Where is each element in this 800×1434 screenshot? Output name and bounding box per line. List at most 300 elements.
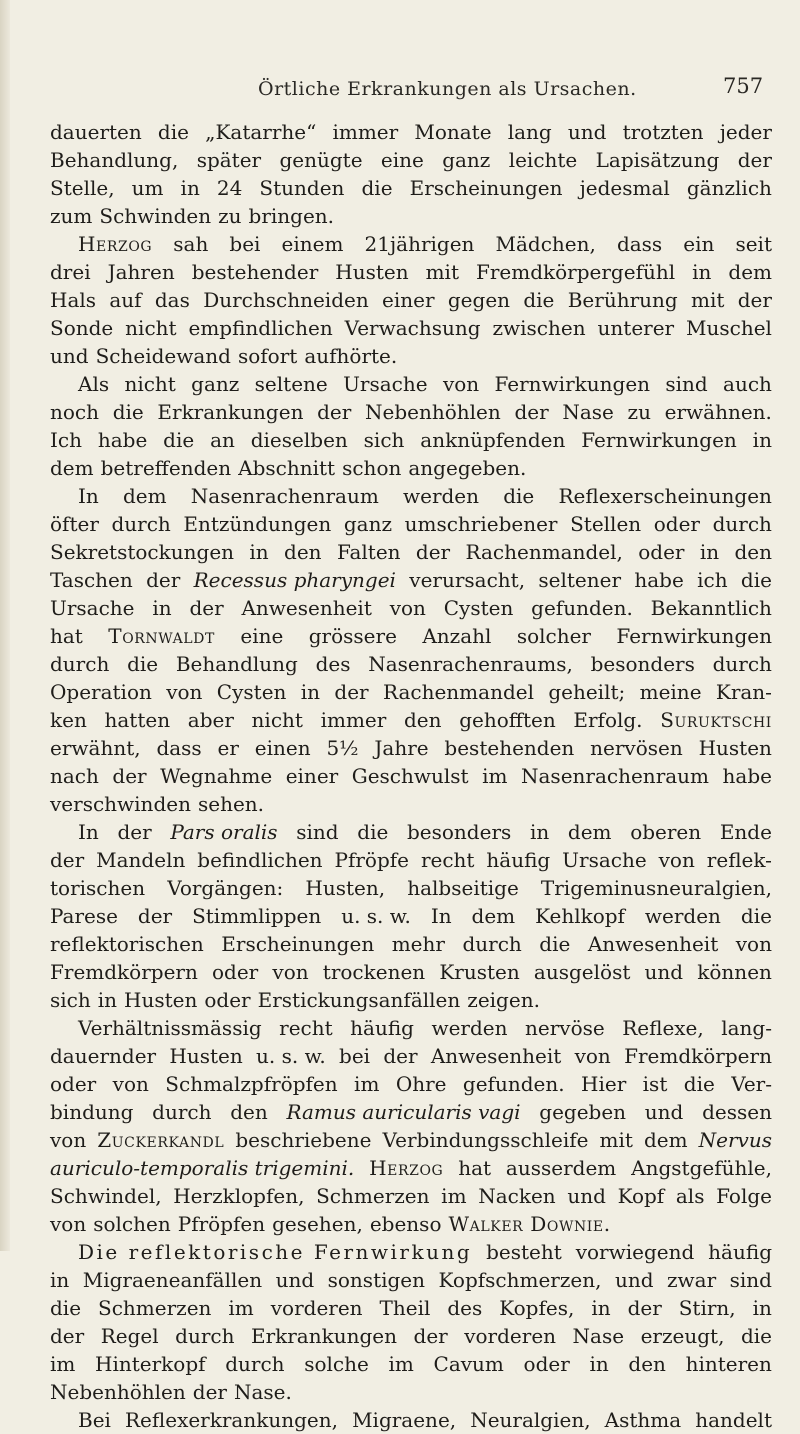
text-line [50,1294,772,1322]
word: oder [653,512,700,536]
word: von [112,1072,149,1096]
word: durch [225,1352,285,1376]
word: grössere [308,624,397,648]
page-edge-shadow [0,0,10,1251]
word: dem [728,260,772,284]
word: Erscheinungen [409,176,563,200]
word: werden [644,904,721,928]
word: vorderen [270,1296,363,1320]
word: dass [616,232,663,256]
word: Suruktschi [660,708,772,732]
word: Berührung [567,288,678,312]
word: die [740,1324,772,1348]
word: sonstigen [327,1268,426,1292]
word: Ich [50,428,82,452]
word: Erscheinungen [221,932,375,956]
word: solchen [93,1212,171,1236]
word: in [752,1296,772,1320]
word: nervöse [525,1016,605,1040]
word: aufhörte. [304,344,398,368]
text-line [50,454,772,482]
word: Fremdkörpern [50,960,198,984]
text-line [50,398,772,426]
word: bestehender [191,260,319,284]
word: der [189,596,224,620]
word: immer [320,708,387,732]
word: Stunden [259,176,345,200]
word: Anzahl [422,624,492,648]
text-line [50,1238,772,1266]
word: die [112,400,144,424]
word: Herzklopfen, [173,1184,305,1208]
text-line [50,706,772,734]
word: im [441,1184,467,1208]
word: habe [97,428,148,452]
word: dessen [702,1100,772,1124]
word: an [210,428,235,452]
text-line [50,594,772,622]
word: durch [111,512,171,536]
word: der [627,1296,662,1320]
word: solcher [516,624,591,648]
text-line [50,1378,772,1406]
text-line [50,1350,772,1378]
word: Jahre [374,736,429,760]
word: Cysten [216,680,287,704]
word: auch [723,372,772,396]
word: Bekanntlich [650,596,772,620]
word: in [50,1268,70,1292]
word: 24 [216,176,243,200]
word: in [589,1352,609,1376]
running-head: Örtliche Erkrankungen als Ursachen. [258,78,637,100]
text-line [50,762,772,790]
word: zwischen [492,316,586,340]
word: Kopfes, [499,1296,575,1320]
word: und [644,960,684,984]
word: Die reflektorische Fernwirkung [78,1240,473,1264]
word: bindung [50,1100,134,1124]
word: Pfröpfe [334,848,409,872]
word: Trigeminusneuralgien, [540,876,772,900]
word: und [567,120,607,144]
word: Nasenrachenraum [190,484,379,508]
word: einer [382,288,435,312]
word: er [217,736,239,760]
word: oberen [630,820,702,844]
word: durch [152,1100,212,1124]
word: bei [339,1044,371,1068]
word: in [249,540,269,564]
word: der [50,1324,85,1348]
word: Ursache [343,372,428,396]
word: Schwinden [99,204,212,228]
word: Vorgängen: [167,876,284,900]
word: empfindlichen [188,316,333,340]
word: Nasenrachenraums, [368,652,573,676]
word: Jahren [107,260,175,284]
word: Stirn, [678,1296,736,1320]
text-line [50,846,772,874]
word: zum [50,204,93,228]
word: besteht [486,1240,562,1264]
text-line [50,650,772,678]
word: Taschen [50,568,133,592]
text-line [50,678,772,706]
word: nicht [125,316,177,340]
word: das [154,288,190,312]
word: Scheidewand [95,344,231,368]
word: angegeben. [408,456,527,480]
word: Zuckerkandl [97,1128,225,1152]
word: Hinterkopf [95,1352,206,1376]
word: Als [78,372,110,396]
word: trockenen [322,960,426,984]
word: in [180,176,200,200]
word: ausserdem [505,1156,617,1180]
word: oder [638,540,685,564]
word: Fernwirkungen [581,428,737,452]
word: Rachenmandel [382,680,534,704]
word: reflektorischen [50,932,204,956]
word: dem [471,904,516,928]
text-line [50,370,772,398]
word: Herzog [78,232,153,256]
word: eine [240,624,284,648]
word: beschriebene [235,1128,372,1152]
word: unterer [597,316,675,340]
word: mehr [391,932,445,956]
word: gänzlich [686,176,772,200]
word: und [614,1268,654,1292]
word: häufig [350,1016,414,1040]
word: recht [279,1016,333,1040]
word: sind [729,1268,772,1292]
word: der [50,848,85,872]
word: von [272,960,309,984]
text-line [50,1014,772,1042]
word: gegeben [539,1100,627,1124]
word: Husten [335,260,409,284]
word: die [539,932,571,956]
word: verursacht, [409,568,526,592]
word: „Katarrhe“ [205,120,317,144]
word: Kran- [715,680,772,704]
word: dem [567,820,612,844]
word: besonders [406,820,512,844]
word: seit [735,232,772,256]
word: häufig [708,1240,772,1264]
word: sind [665,372,708,396]
word: genügte [279,148,363,172]
word: meine [639,680,702,704]
word: die [740,904,772,928]
text-line [50,1126,772,1154]
word: ein [683,232,715,256]
text-line [50,202,772,230]
word: einer [285,764,339,788]
word: recht [420,848,475,872]
word: Recessus pharyngei [193,568,396,592]
word: Husten, [305,876,386,900]
text-line [50,734,772,762]
word: im [482,764,508,788]
word: Wegnahme [160,764,273,788]
word: als [675,1184,705,1208]
word: torischen [50,876,146,900]
word: Anwesenheit [241,596,372,620]
word: Parese [50,904,118,928]
word: Operation [50,680,152,704]
word: die [163,428,195,452]
word: sehen. [197,792,265,816]
word: erzeugt, [640,1324,725,1348]
word: dauernder [50,1044,157,1068]
word: nach [50,764,99,788]
word: dem [50,456,94,480]
word: werden [402,484,480,508]
word: bringen. [248,204,335,228]
word: häufig [486,848,551,872]
word: oder [212,960,259,984]
word: der [383,1044,418,1068]
word: erwähnt, [50,736,141,760]
word: gegen [447,288,511,312]
word: des [315,652,351,676]
word: Ramus auricularis vagi [286,1100,521,1124]
word: von [735,932,772,956]
word: Folge [716,1184,772,1208]
word: habe [722,764,772,788]
word: Muschel [686,316,772,340]
word: u. s. w. [341,904,411,928]
word: hat [50,624,83,648]
word: Stelle, [50,176,115,200]
word: werden [431,1016,508,1040]
word: hatten [104,708,171,732]
word: auf [109,288,142,312]
word: Bei [78,1408,111,1432]
text-line [50,874,772,902]
word: Hier [581,1072,627,1096]
word: gesehen, [272,1212,363,1236]
word: immer [332,120,399,144]
word: eine [380,148,424,172]
text-line [50,1070,772,1098]
word: Sonde [50,316,114,340]
word: Nase [572,1324,625,1348]
word: hat [458,1156,492,1180]
word: 21jährigen [364,232,475,256]
word: Hals [50,288,97,312]
word: Fremdkörpergefühl [475,260,676,284]
word: Nacken [478,1184,556,1208]
word: drei [50,260,91,284]
word: seltener [538,568,622,592]
word: Husten [124,988,198,1012]
word: halbseitige [407,876,519,900]
word: schon [342,456,402,480]
word: im [354,1072,380,1096]
word: Kopfschmerzen, [438,1268,602,1292]
word: Cysten [443,596,514,620]
word: die [503,484,535,508]
word: Ursache [562,848,647,872]
word: bei [229,232,261,256]
word: Anwesenheit [430,1044,562,1068]
word: nicht [124,372,176,396]
word: der [317,400,352,424]
word: Reflexe, [622,1016,704,1040]
text-line [50,1322,772,1350]
word: Anwesenheit [587,932,719,956]
word: der [137,904,173,928]
word: Verbindungsschleife [382,1128,589,1152]
word: in [300,680,321,704]
word: dass [156,736,202,760]
word: Kopf [617,1184,665,1208]
word: Walker Downie. [448,1212,611,1236]
word: Migraene, [352,1408,457,1432]
word: Lapisätzung [595,148,720,172]
word: in [97,988,118,1012]
word: anknüpfenden [420,428,566,452]
word: in [692,260,712,284]
text-line [50,902,772,930]
word: die [127,652,159,676]
word: Nase [562,400,614,424]
text-line [50,118,772,146]
word: handelt [695,1408,772,1432]
word: ken [50,708,87,732]
text-line [50,1266,772,1294]
word: Erkrankungen [157,400,304,424]
word: In [430,904,452,928]
word: in [529,820,550,844]
word: Schmerzen [316,1184,430,1208]
word: sich [50,988,91,1012]
word: verschwinden [50,792,191,816]
word: Stimmlippen [192,904,322,928]
word: der [413,1324,448,1348]
word: Nasenrachenraum [521,764,710,788]
word: Cavum [433,1352,504,1376]
word: der [334,680,369,704]
text-line [50,510,772,538]
text-line [50,482,772,510]
word: mit [691,288,725,312]
word: Nebenhöhlen [365,400,501,424]
word: den [628,1352,666,1376]
word: und [644,1100,684,1124]
word: im [388,1352,414,1376]
word: sich [363,428,405,452]
word: von [574,1044,611,1068]
word: einen [254,736,311,760]
word: Fremdkörpern [624,1044,772,1068]
word: die [357,820,389,844]
word: die [523,288,555,312]
word: Ende [719,820,772,844]
word: Schwindel, [50,1184,162,1208]
word: Ohre [395,1072,447,1096]
word: durch [712,512,772,536]
word: der [112,764,147,788]
text-line [50,930,772,958]
word: trotzten [622,120,704,144]
word: gehofften [459,708,556,732]
word: Stellen [570,512,642,536]
text-line [50,1210,772,1238]
word: lang [507,120,552,144]
word: solche [304,1352,369,1376]
word: den [734,540,772,564]
text-line [50,622,772,650]
word: noch [50,400,100,424]
word: durch [175,1324,235,1348]
word: jeder [719,120,772,144]
word: seltene [254,372,328,396]
word: der [415,540,451,564]
text-line [50,566,772,594]
word: der [146,568,181,592]
text-line [50,230,772,258]
text-line [50,1406,772,1434]
word: oder [50,1072,97,1096]
word: Asthma [604,1408,682,1432]
word: Abschnitt [238,456,336,480]
word: mit [599,1128,633,1152]
word: Herzog [369,1156,444,1180]
word: mit [425,260,459,284]
word: Reflexerkrankungen, [125,1408,338,1432]
word: Theil [379,1296,431,1320]
word: ist [642,1072,668,1096]
word: später [196,148,262,172]
word: umschriebener [404,512,558,536]
word: Neuralgien, [470,1408,591,1432]
word: durch [462,932,522,956]
word: Angstgefühle, [631,1156,772,1180]
word: Regel [100,1324,159,1348]
word: Pars oralis [170,820,278,844]
word: Geschwulst [351,764,469,788]
word: Erkrankungen [250,1324,398,1348]
word: Fernwirkungen [616,624,772,648]
word: Mädchen, [495,232,596,256]
text-line [50,314,772,342]
word: Sekretstockungen [50,540,235,564]
word: die [50,1296,82,1320]
word: der [737,148,772,172]
word: zu [218,204,242,228]
word: hinteren [685,1352,772,1376]
word: Schmalzpfröpfen [165,1072,338,1096]
word: von [50,1128,87,1152]
word: Kehlkopf [535,904,625,928]
word: ganz [191,372,240,396]
word: habe [634,568,684,592]
word: Husten [169,1044,243,1068]
word: von [50,1212,87,1236]
word: und [567,1184,606,1208]
word: gefunden. [531,596,633,620]
word: Fernwirkungen [494,372,651,396]
text-line [50,1042,772,1070]
word: ausgelöst [533,960,631,984]
text-line [50,146,772,174]
word: zeigen. [467,988,540,1012]
